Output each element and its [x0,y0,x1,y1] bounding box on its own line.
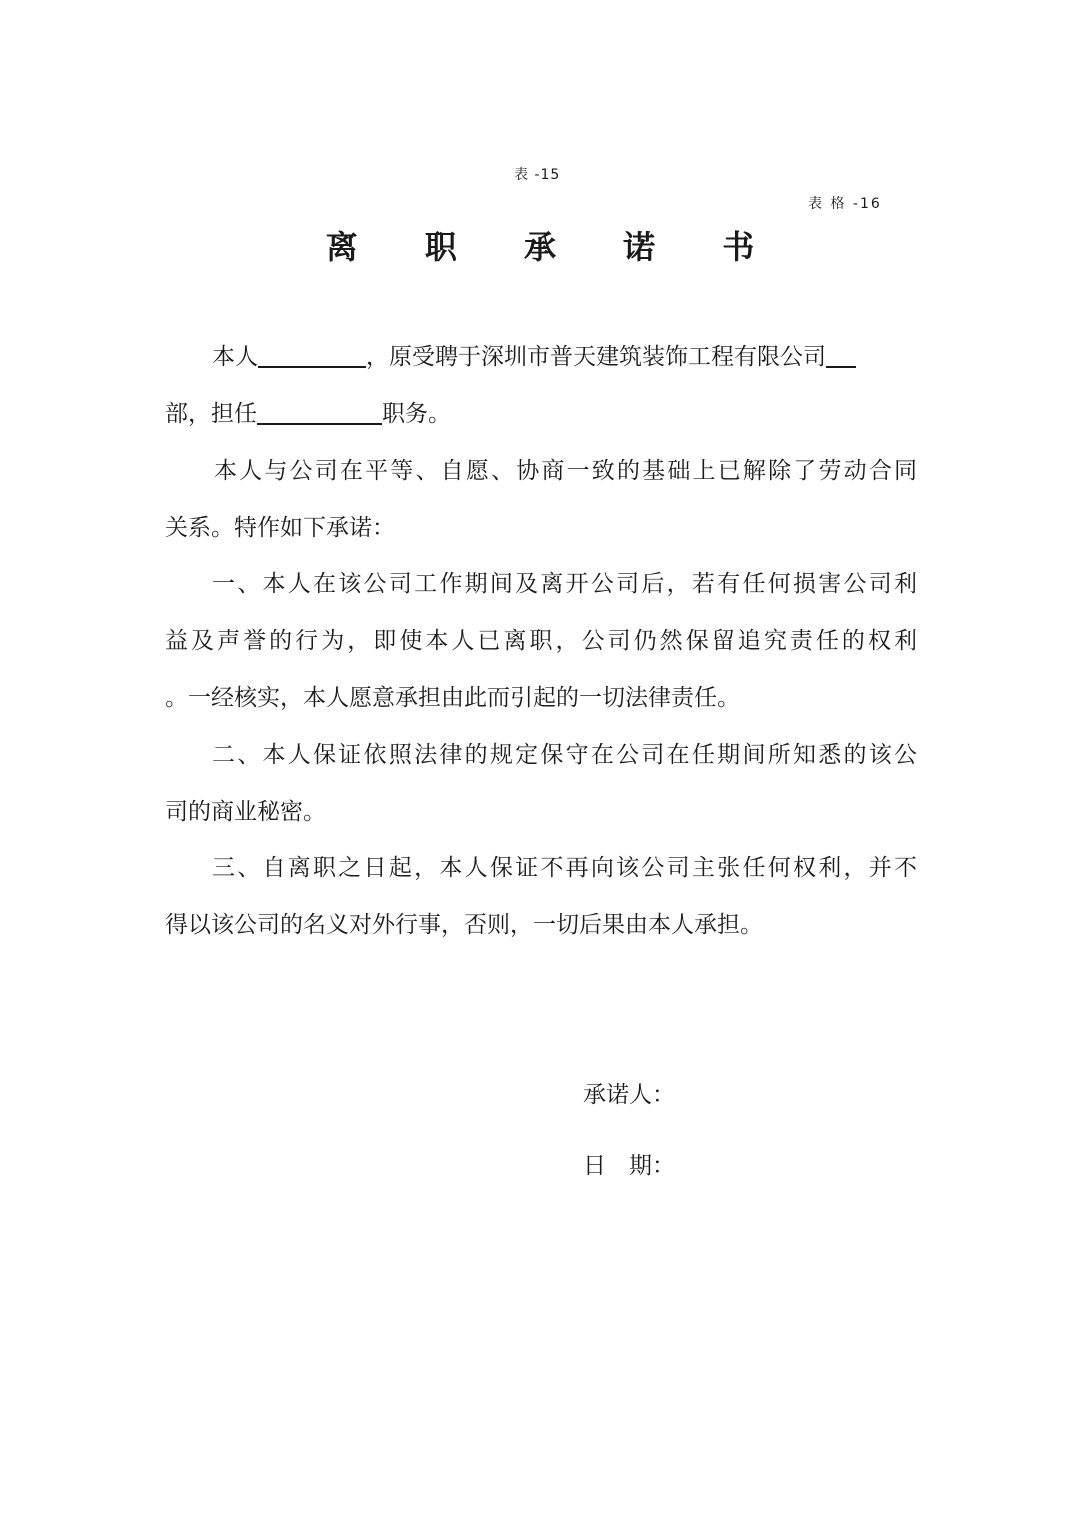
page-title: 离 职 承 诺 书 [325,228,783,266]
text-segment: ，原受聘于深圳市普天建筑装饰工程有限公司 [366,344,826,370]
paragraph-2-line-1: 本人与公司在平等、自愿、协商一致的基础上已解除了劳动合同 [214,458,917,484]
paragraph-3-line-3: 。一经核实，本人愿意承担由此而引起的一切法律责任。 [165,685,740,711]
date-label: 日 期： [583,1153,675,1179]
name-blank[interactable] [258,344,366,368]
paragraph-1-line-2 [165,399,917,429]
form-code-16: 表 格 -16 [808,196,882,212]
paragraph-2-line-2: 关系。特作如下承诺： [165,515,395,541]
text-segment: 职务。 [382,401,451,427]
paragraph-5-line-2: 得以该公司的名义对外行事，否则，一切后果由本人承担。 [165,912,763,938]
paragraph-4-line-2: 司的商业秘密。 [165,799,326,825]
paragraph-3-line-1: 一、本人在该公司工作期间及离开公司后，若有任何损害公司利 [212,571,917,597]
department-blank[interactable] [826,344,856,368]
promisor-label: 承诺人： [583,1082,675,1108]
paragraph-1-line-1 [212,342,917,372]
paragraph-4-line-1: 二、本人保证依照法律的规定保守在公司在任期间所知悉的该公 [212,742,917,768]
form-code-15: 表 -15 [514,167,561,183]
paragraph-5-line-1: 三、自离职之日起，本人保证不再向该公司主张任何权利，并不 [212,855,917,881]
paragraph-3-line-2: 益及声誉的行为，即使本人已离职，公司仍然保留追究责任的权利 [165,628,917,654]
position-blank[interactable] [257,401,382,425]
text-segment: 部，担任 [165,401,257,427]
text-segment: 本人 [212,344,258,370]
